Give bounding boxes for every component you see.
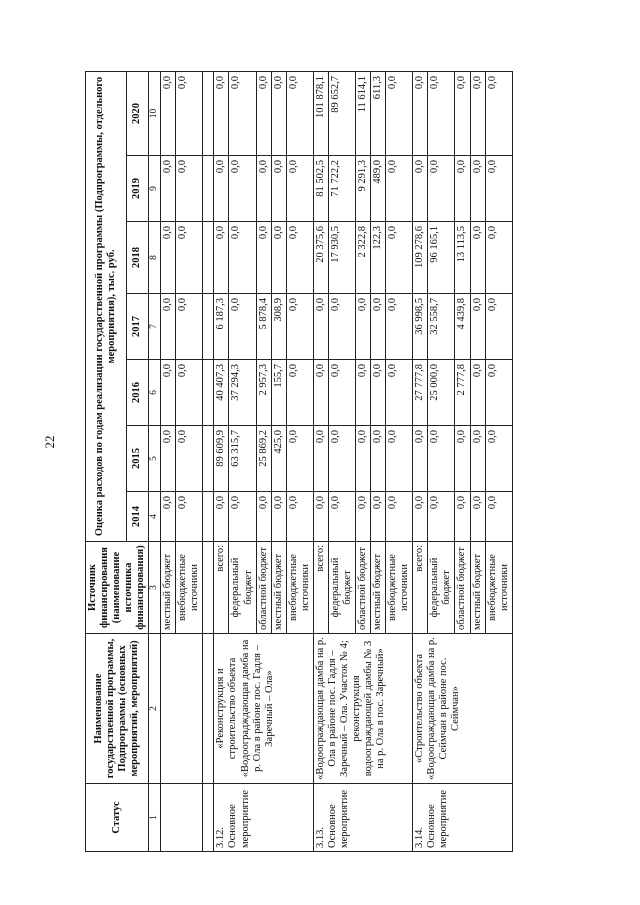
column-index: 3 [149, 542, 161, 634]
value-cell: 0,0 [161, 360, 176, 426]
value-cell: 27 777,8 [413, 360, 428, 426]
value-cell: 11 614,1 [356, 71, 371, 155]
value-cell: 40 407,3 [214, 360, 229, 426]
value-cell: 4 439,8 [455, 294, 470, 360]
value-cell: 109 278,6 [413, 222, 428, 294]
value-cell: 0,0 [176, 360, 203, 426]
value-cell: 0,0 [470, 492, 485, 542]
table-row [313, 71, 328, 851]
source-cell: внебюджетные источники [485, 542, 512, 634]
source-cell: федеральный бюджет [428, 542, 455, 634]
value-cell: 6 187,3 [214, 294, 229, 360]
source-cell: всего: [214, 542, 229, 634]
value-cell: 0,0 [214, 156, 229, 222]
value-cell: 0,0 [313, 294, 328, 360]
name-cell: «Строительство объекта «Водоограждающая дамба на р. Сеймчан в районе пос. Сеймчан» [413, 634, 512, 784]
header-year: 2015 [126, 426, 149, 492]
value-cell: 0,0 [328, 426, 355, 492]
source-cell: местный бюджет [470, 542, 485, 634]
value-cell: 0,0 [286, 294, 313, 360]
value-cell: 0,0 [428, 156, 455, 222]
status-cell: 3.12. Основное мероприятие [214, 784, 313, 852]
value-cell: 0,0 [176, 222, 203, 294]
value-cell: 489,0 [371, 156, 386, 222]
value-cell: 71 722,2 [328, 156, 355, 222]
value-cell: 89 652,7 [328, 71, 355, 155]
value-cell: 0,0 [328, 360, 355, 426]
source-cell: федеральный бюджет [328, 542, 355, 634]
table-row [413, 71, 428, 851]
value-cell: 0,0 [256, 492, 271, 542]
rotated-table-frame [85, 72, 565, 852]
value-cell: 0,0 [161, 294, 176, 360]
column-index: 9 [149, 156, 161, 222]
value-cell: 0,0 [386, 156, 413, 222]
value-cell: 0,0 [356, 492, 371, 542]
page-number: 22 [42, 435, 57, 449]
value-cell: 0,0 [470, 222, 485, 294]
value-cell: 96 165,1 [428, 222, 455, 294]
value-cell: 0,0 [455, 426, 470, 492]
value-cell: 0,0 [313, 492, 328, 542]
value-cell: 0,0 [256, 222, 271, 294]
value-cell: 0,0 [286, 360, 313, 426]
value-cell: 0,0 [256, 71, 271, 155]
value-cell: 0,0 [455, 492, 470, 542]
table-row [161, 71, 176, 851]
value-cell: 0,0 [229, 222, 256, 294]
value-cell: 9 291,3 [356, 156, 371, 222]
value-cell: 0,0 [161, 71, 176, 155]
value-cell: 36 998,5 [413, 294, 428, 360]
value-cell: 0,0 [176, 426, 203, 492]
value-cell: 2 322,8 [356, 222, 371, 294]
value-cell: 0,0 [386, 426, 413, 492]
value-cell: 0,0 [371, 294, 386, 360]
value-cell: 0,0 [256, 156, 271, 222]
value-cell: 0,0 [286, 222, 313, 294]
table-row [214, 71, 229, 851]
value-cell: 0,0 [214, 492, 229, 542]
value-cell: 0,0 [413, 71, 428, 155]
source-cell: внебюджетные источники [176, 542, 203, 634]
value-cell: 0,0 [161, 492, 176, 542]
budget-table-container [85, 72, 565, 852]
value-cell: 0,0 [386, 294, 413, 360]
value-cell: 0,0 [413, 492, 428, 542]
source-cell: областной бюджет [356, 542, 371, 634]
value-cell: 0,0 [271, 222, 286, 294]
status-cell: 3.13. Основное мероприятие [313, 784, 412, 852]
value-cell: 0,0 [386, 222, 413, 294]
column-index: 2 [149, 634, 161, 784]
value-cell: 0,0 [176, 71, 203, 155]
table-spacer-row [203, 71, 214, 851]
value-cell: 0,0 [386, 492, 413, 542]
budget-table [85, 71, 513, 852]
column-index: 6 [149, 360, 161, 426]
value-cell: 0,0 [485, 156, 512, 222]
value-cell: 122,3 [371, 222, 386, 294]
source-cell: всего: [413, 542, 428, 634]
value-cell: 63 315,7 [229, 426, 256, 492]
value-cell: 0,0 [470, 156, 485, 222]
value-cell: 0,0 [286, 156, 313, 222]
value-cell: 0,0 [356, 294, 371, 360]
value-cell: 0,0 [176, 294, 203, 360]
value-cell: 0,0 [229, 294, 256, 360]
value-cell: 0,0 [229, 156, 256, 222]
value-cell: 0,0 [485, 71, 512, 155]
value-cell: 0,0 [229, 71, 256, 155]
value-cell: 0,0 [470, 360, 485, 426]
value-cell: 0,0 [229, 492, 256, 542]
source-cell: областной бюджет [455, 542, 470, 634]
value-cell: 2 777,8 [455, 360, 470, 426]
value-cell: 89 609,9 [214, 426, 229, 492]
header-year: 2014 [126, 492, 149, 542]
value-cell: 425,0 [271, 426, 286, 492]
status-cell [161, 784, 203, 852]
value-cell: 0,0 [371, 360, 386, 426]
value-cell: 13 113,5 [455, 222, 470, 294]
value-cell: 0,0 [428, 426, 455, 492]
value-cell: 0,0 [470, 294, 485, 360]
name-cell: «Реконструкция и строительство объекта «Водооградждающая дамба на р. Ола в районе пос. Гадля – Заречный – Ола» [214, 634, 313, 784]
value-cell: 0,0 [313, 426, 328, 492]
value-cell: 611,3 [371, 71, 386, 155]
value-cell: 0,0 [485, 360, 512, 426]
value-cell: 0,0 [313, 360, 328, 426]
header-year: 2020 [126, 71, 149, 155]
column-index: 8 [149, 222, 161, 294]
value-cell: 0,0 [470, 426, 485, 492]
status-cell: 3.14. Основное мероприятие [413, 784, 512, 852]
value-cell: 0,0 [371, 492, 386, 542]
value-cell: 0,0 [286, 426, 313, 492]
value-cell: 155,7 [271, 360, 286, 426]
value-cell: 81 502,5 [313, 156, 328, 222]
value-cell: 0,0 [485, 492, 512, 542]
source-cell: местный бюджет [271, 542, 286, 634]
value-cell: 0,0 [286, 492, 313, 542]
value-cell: 0,0 [356, 426, 371, 492]
value-cell: 0,0 [386, 71, 413, 155]
value-cell: 0,0 [485, 294, 512, 360]
value-cell: 20 375,6 [313, 222, 328, 294]
value-cell: 101 878,1 [313, 71, 328, 155]
value-cell: 0,0 [428, 71, 455, 155]
source-cell: областной бюджет [256, 542, 271, 634]
name-cell: «Водоограждающая дамба на р. Ола в районе пос. Гадля – Заречный – Ола. Участок № 4; реконструкция водоограждающей дамбы № 3 на р. Ола в пос. Заречный» [313, 634, 412, 784]
value-cell: 0,0 [161, 222, 176, 294]
header-source: Источник финансирования (наименование источника финансирования) [86, 542, 149, 634]
source-cell: федеральный бюджет [229, 542, 256, 634]
value-cell: 0,0 [271, 156, 286, 222]
header-year: 2017 [126, 294, 149, 360]
value-cell: 0,0 [328, 492, 355, 542]
value-cell: 0,0 [161, 156, 176, 222]
value-cell: 0,0 [328, 294, 355, 360]
column-index: 1 [149, 784, 161, 852]
header-status: Статус [86, 784, 149, 852]
source-cell: внебюджетные источники [386, 542, 413, 634]
value-cell: 0,0 [214, 222, 229, 294]
value-cell: 0,0 [455, 156, 470, 222]
value-cell: 0,0 [271, 492, 286, 542]
value-cell: 0,0 [413, 426, 428, 492]
value-cell: 17 930,5 [328, 222, 355, 294]
value-cell: 0,0 [470, 71, 485, 155]
value-cell: 37 294,3 [229, 360, 256, 426]
value-cell: 0,0 [428, 492, 455, 542]
source-cell: внебюджетные источники [286, 542, 313, 634]
column-index: 5 [149, 426, 161, 492]
value-cell: 308,9 [271, 294, 286, 360]
value-cell: 25 869,2 [256, 426, 271, 492]
source-cell: местный бюджет [371, 542, 386, 634]
name-cell [161, 634, 203, 784]
value-cell: 0,0 [176, 156, 203, 222]
value-cell: 25 000,0 [428, 360, 455, 426]
column-index: 10 [149, 71, 161, 155]
value-cell: 0,0 [214, 71, 229, 155]
value-cell: 0,0 [286, 71, 313, 155]
value-cell: 0,0 [386, 360, 413, 426]
column-index: 4 [149, 492, 161, 542]
value-cell: 0,0 [485, 222, 512, 294]
value-cell: 0,0 [176, 492, 203, 542]
value-cell: 2 957,3 [256, 360, 271, 426]
value-cell: 0,0 [455, 71, 470, 155]
header-year: 2016 [126, 360, 149, 426]
header-year: 2019 [126, 156, 149, 222]
value-cell: 0,0 [371, 426, 386, 492]
header-name: Наименование государственной программы, Подпрограммы (основных мероприятий, мероприятий) [86, 634, 149, 784]
source-cell: местный бюджет [161, 542, 176, 634]
value-cell: 0,0 [413, 156, 428, 222]
value-cell: 0,0 [356, 360, 371, 426]
value-cell: 32 558,7 [428, 294, 455, 360]
value-cell: 0,0 [271, 71, 286, 155]
header-year: 2018 [126, 222, 149, 294]
header-estimate: Оценка расходов по годам реализации государственной программы (Подпрограммы, отдельного мероприятия), тыс. руб. [86, 71, 127, 541]
value-cell: 5 878,4 [256, 294, 271, 360]
source-cell: всего: [313, 542, 328, 634]
value-cell: 0,0 [485, 426, 512, 492]
column-index: 7 [149, 294, 161, 360]
value-cell: 0,0 [161, 426, 176, 492]
